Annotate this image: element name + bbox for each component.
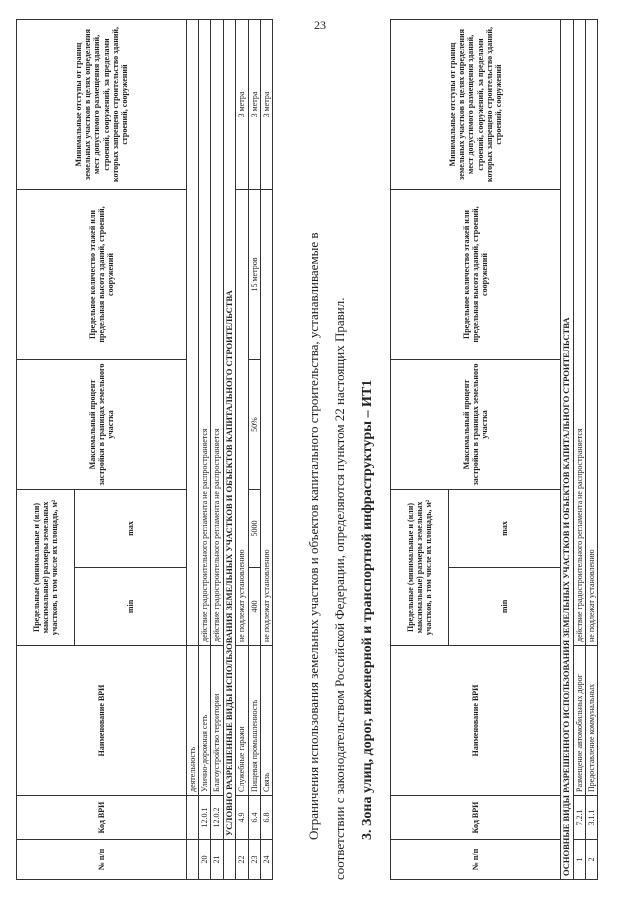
table-row: 20 12.0.1 Улично-дорожная сеть действие градостроительного регламента не распространяется [199, 20, 211, 880]
header-num: № п/п [17, 840, 187, 880]
paragraph-line-1: Ограничения использования земельных участков и объектов капитального строительства, устанавливаемые в [306, 232, 321, 840]
header-min: min [449, 568, 561, 646]
table-row: 21 12.0.2 Благоустройство территории действие градостроительного регламента не распространяется [211, 20, 223, 880]
rotated-page-content [8, 20, 628, 880]
table-row: 23 6.4 Пищевая промышленность 400 5000 50% 15 метров 3 метра [248, 20, 260, 880]
header-code: Код ВРИ [17, 796, 187, 840]
header-min: min [75, 568, 187, 646]
header-setback: Минимальные отступы от границ земельных участков в целях определения мест допустимого размещения зданий, строений, сооружений, за пределами которых запрещено строительство зданий, строений, сооружений [391, 20, 561, 190]
regulations-table-1 [16, 19, 273, 880]
table-row: 24 6.8 Связь не подлежат установлению 3 метра [260, 20, 272, 880]
continued-row-label: деятельность [187, 646, 199, 796]
header-size: Предельные (минимальные и (или) максимальные) размеры земельных участков, в том числе их площадь, м² [391, 490, 449, 646]
header-percent: Максимальный процент застройки в границах земельного участка [17, 360, 187, 490]
header-max: max [75, 490, 187, 568]
table-row: 1 7.2.1 Размещение автомобильных дорог действие градостроительного регламента не распространяется [573, 20, 585, 880]
header-size: Предельные (минимальные и (или) максимальные) размеры земельных участков, в том числе их площадь, м² [17, 490, 75, 646]
table-row: 22 4.9 Служебные гаражи не подлежат установлению 3 метра [236, 20, 248, 880]
table-row: 2 3.1.1 Предоставление коммунальных не подлежат установлению [585, 20, 597, 880]
page-number: 23 [314, 18, 326, 32]
header-code: Код ВРИ [391, 796, 561, 840]
regulations-table-2 [390, 19, 598, 880]
header-setback: Минимальные отступы от границ земельных участков в целях определения мест допустимого размещения зданий, строений, сооружений, за пределами которых запрещено строительство зданий, строений, сооружений [17, 20, 187, 190]
zone-heading: 3. Зона улиц, дорог, инженерной и транспортной инфраструктуры – ИТ1 [360, 379, 375, 840]
header-name: Наименование ВРИ [391, 646, 561, 796]
paragraph-line-2: соответствии с законодательством Российской Федерации, определяются пунктом 22 настоящих Правил. [332, 297, 347, 880]
header-percent: Максимальный процент застройки в границах земельного участка [391, 360, 561, 490]
header-floors: Предельное количество этажей или предельная высота зданий, строений, сооружений [17, 190, 187, 360]
section-heading: ОСНОВНЫЕ ВИДЫ РАЗРЕШЕННОГО ИСПОЛЬЗОВАНИЯ ЗЕМЕЛЬНЫХ УЧАСТКОВ И ОБЪЕКТОВ КАПИТАЛЬНОГО СТРОИТЕЛЬСТВА [561, 20, 574, 880]
header-num: № п/п [391, 840, 561, 880]
header-max: max [449, 490, 561, 568]
header-name: Наименование ВРИ [17, 646, 187, 796]
header-floors: Предельное количество этажей или предельная высота зданий, строений, сооружений [391, 190, 561, 360]
section-heading: УСЛОВНО РАЗРЕШЕННЫЕ ВИДЫ ИСПОЛЬЗОВАНИЯ ЗЕМЕЛЬНЫХ УЧАСТКОВ И ОБЪЕКТОВ КАПИТАЛЬНОГО СТРОИТЕЛЬСТВА [223, 20, 236, 840]
